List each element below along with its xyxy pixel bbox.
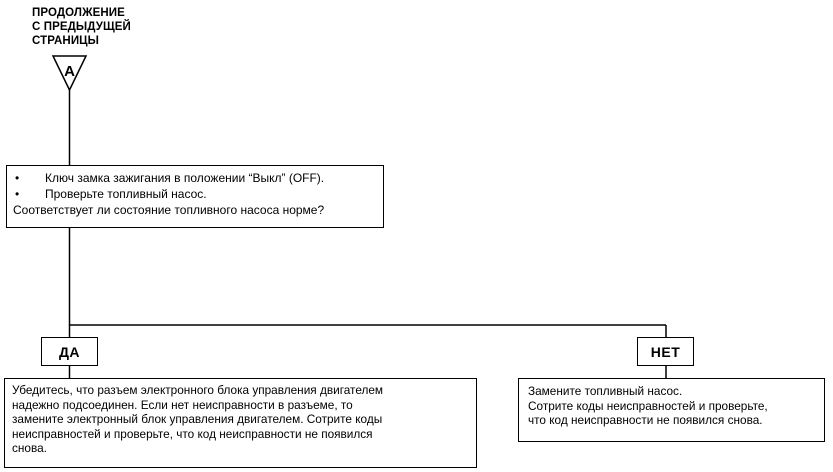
bullet-marker: •: [15, 187, 20, 201]
no-action-box: [518, 378, 825, 442]
yes-label: ДА: [41, 337, 98, 366]
heading-line: ПРОДОЛЖЕНИЕ: [32, 7, 125, 19]
yes-action-line: неисправностей и проверьте, что код неисправности не появился: [12, 426, 373, 441]
yes-action-line: замените электронный блок управления двигателем. Сотрите коды: [12, 412, 383, 426]
yes-action-line: снова.: [12, 441, 47, 455]
heading-line: СТРАНИЦЫ: [32, 35, 100, 47]
yes-action-line: надежно подсоединен. Если нет неисправности в разъеме, то: [12, 397, 353, 412]
no-action-line: что код неисправности не появился снова.: [528, 413, 763, 427]
question-box: [6, 165, 384, 228]
no-label: НЕТ: [637, 337, 694, 366]
heading-line: С ПРЕДЫДУЩЕЙ: [32, 21, 131, 33]
bullet-marker: •: [15, 171, 20, 185]
no-action-line: Сотрите коды неисправностей и проверьте,: [528, 398, 768, 413]
bullet-item: [13, 170, 377, 186]
offpage-connector-letter: A: [64, 63, 75, 80]
yes-action-box: [4, 378, 477, 468]
bullet-text: Проверьте топливный насос.: [45, 187, 207, 201]
continuation-heading: [32, 6, 182, 48]
bullet-item: [13, 186, 377, 202]
no-action-line: Замените топливный насос.: [528, 384, 683, 398]
bullet-text: Ключ замка зажигания в положении “Выкл” (OFF).: [45, 171, 325, 185]
yes-action-line: Убедитесь, что разъем электронного блока управления двигателем: [12, 383, 384, 397]
question-text: Соответствует ли состояние топливного насоса норме?: [13, 203, 325, 217]
